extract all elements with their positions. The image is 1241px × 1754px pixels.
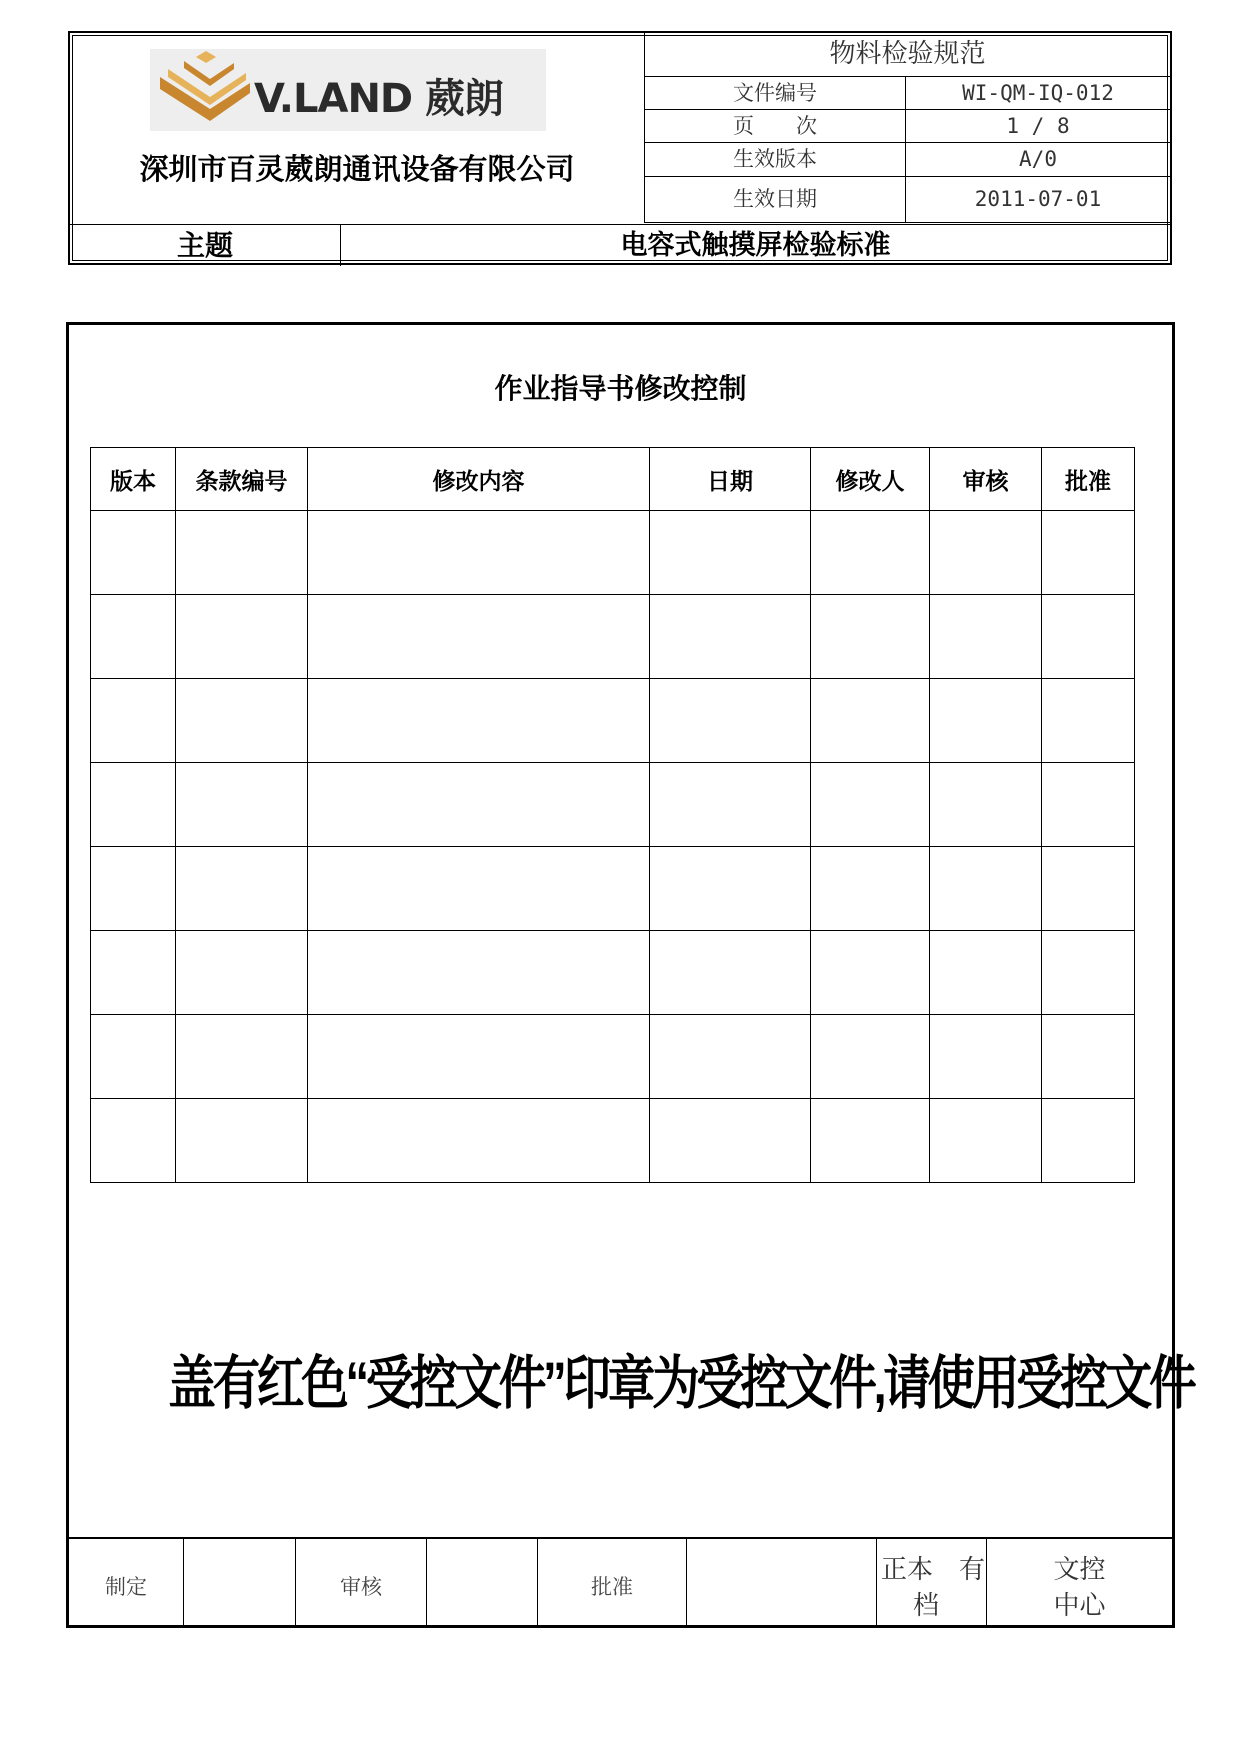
table-cell[interactable] xyxy=(811,679,930,763)
original-on-file-text: 正本 有 xyxy=(881,1555,986,1585)
subject-label: 主题 xyxy=(70,225,341,266)
original-on-file-text-2: 档 xyxy=(913,1591,940,1621)
table-cell[interactable] xyxy=(811,931,930,1015)
table-cell[interactable] xyxy=(930,511,1042,595)
table-cell[interactable] xyxy=(650,1015,811,1099)
document-meta xyxy=(645,33,1170,223)
meta-value: A/0 xyxy=(1019,147,1057,171)
table-cell[interactable] xyxy=(1042,595,1135,679)
table-cell[interactable] xyxy=(308,763,650,847)
table-cell[interactable] xyxy=(930,931,1042,1015)
column-header: 修改内容 xyxy=(308,448,650,511)
table-cell[interactable] xyxy=(308,847,650,931)
company-name: 深圳市百灵葳朗通讯设备有限公司 xyxy=(139,152,575,186)
table-cell[interactable] xyxy=(930,679,1042,763)
meta-label: 文件编号 xyxy=(645,77,906,109)
table-cell[interactable] xyxy=(650,1099,811,1183)
meta-label: 页 次 xyxy=(645,110,906,142)
meta-label: 生效日期 xyxy=(645,177,906,222)
table-cell[interactable] xyxy=(91,1099,176,1183)
table-cell[interactable] xyxy=(811,511,930,595)
table-row xyxy=(91,763,1135,847)
table-cell[interactable] xyxy=(811,1015,930,1099)
table-cell[interactable] xyxy=(1042,511,1135,595)
table-cell[interactable] xyxy=(650,763,811,847)
form-title: 作业指导书修改控制 xyxy=(494,372,747,405)
table-cell[interactable] xyxy=(176,847,308,931)
meta-row-page xyxy=(645,110,1170,143)
table-cell[interactable] xyxy=(1042,847,1135,931)
controlled-document-notice: 盖有红色“受控文件”印章为受控文件,请使用受控文件 xyxy=(168,1351,1194,1416)
document-header xyxy=(68,31,1172,265)
column-header: 条款编号 xyxy=(176,448,308,511)
table-cell[interactable] xyxy=(1042,679,1135,763)
approved-label: 批准 xyxy=(591,1575,633,1599)
document-control-text: 文控 xyxy=(1053,1555,1106,1585)
table-row xyxy=(91,679,1135,763)
table-cell[interactable] xyxy=(176,763,308,847)
table-cell[interactable] xyxy=(930,595,1042,679)
subject-row xyxy=(70,224,1170,266)
vland-emblem-icon xyxy=(150,49,260,131)
table-cell[interactable] xyxy=(308,1015,650,1099)
table-cell[interactable] xyxy=(811,847,930,931)
table-cell[interactable] xyxy=(176,679,308,763)
table-row xyxy=(91,595,1135,679)
table-cell[interactable] xyxy=(1042,931,1135,1015)
column-header: 日期 xyxy=(650,448,811,511)
table-cell[interactable] xyxy=(91,679,176,763)
table-cell[interactable] xyxy=(91,931,176,1015)
table-cell[interactable] xyxy=(930,1015,1042,1099)
table-cell[interactable] xyxy=(811,763,930,847)
table-cell[interactable] xyxy=(91,595,176,679)
meta-row-version xyxy=(645,143,1170,177)
table-row xyxy=(91,931,1135,1015)
original-on-file-cell xyxy=(877,1539,987,1627)
column-header: 版本 xyxy=(91,448,176,511)
logo-wordmark: V.LAND 葳朗 xyxy=(254,76,504,122)
meta-row-effective-date xyxy=(645,177,1170,223)
table-cell[interactable] xyxy=(308,595,650,679)
reviewed-label-cell xyxy=(296,1539,427,1627)
table-cell[interactable] xyxy=(308,679,650,763)
table-cell[interactable] xyxy=(1042,763,1135,847)
table-cell[interactable] xyxy=(650,511,811,595)
revision-control-form xyxy=(66,322,1194,1628)
table-cell[interactable] xyxy=(176,931,308,1015)
meta-value: 1 / 8 xyxy=(1006,114,1070,138)
approved-label-cell xyxy=(538,1539,687,1627)
table-row xyxy=(91,847,1135,931)
table-header-row xyxy=(91,448,1135,511)
table-cell[interactable] xyxy=(650,595,811,679)
table-cell[interactable] xyxy=(176,595,308,679)
table-row xyxy=(91,511,1135,595)
table-cell[interactable] xyxy=(91,847,176,931)
table-cell[interactable] xyxy=(650,679,811,763)
column-header: 批准 xyxy=(1042,448,1135,511)
signoff-footer xyxy=(69,1537,1172,1627)
table-cell[interactable] xyxy=(930,763,1042,847)
meta-row-doc-number xyxy=(645,77,1170,110)
document-type: 物料检验规范 xyxy=(645,33,1170,77)
table-cell[interactable] xyxy=(650,931,811,1015)
prepared-label: 制定 xyxy=(105,1575,147,1599)
meta-value: WI-QM-IQ-012 xyxy=(962,81,1114,105)
table-cell[interactable] xyxy=(650,847,811,931)
table-cell[interactable] xyxy=(1042,1015,1135,1099)
reviewed-signature-field[interactable] xyxy=(427,1539,538,1627)
table-cell[interactable] xyxy=(308,511,650,595)
table-cell[interactable] xyxy=(930,847,1042,931)
company-logo xyxy=(150,49,546,131)
table-cell[interactable] xyxy=(1042,1099,1135,1183)
table-cell[interactable] xyxy=(91,1015,176,1099)
table-cell[interactable] xyxy=(176,511,308,595)
meta-label: 生效版本 xyxy=(645,143,906,176)
meta-value: 2011-07-01 xyxy=(974,187,1102,211)
company-block xyxy=(70,33,645,223)
prepared-label-cell xyxy=(69,1539,184,1627)
revision-table xyxy=(90,447,1135,1183)
table-cell[interactable] xyxy=(176,1099,308,1183)
revision-table-body xyxy=(91,511,1135,1183)
table-row xyxy=(91,1015,1135,1099)
table-cell[interactable] xyxy=(308,1099,650,1183)
subject-title: 电容式触摸屏检验标准 xyxy=(620,230,891,261)
table-cell[interactable] xyxy=(930,1099,1042,1183)
reviewed-label: 审核 xyxy=(340,1575,382,1599)
table-cell[interactable] xyxy=(91,511,176,595)
table-row xyxy=(91,1099,1135,1183)
column-header: 审核 xyxy=(930,448,1042,511)
table-cell[interactable] xyxy=(91,763,176,847)
approved-signature-field[interactable] xyxy=(687,1539,877,1627)
table-cell[interactable] xyxy=(811,595,930,679)
table-cell[interactable] xyxy=(176,1015,308,1099)
column-header: 修改人 xyxy=(811,448,930,511)
document-control-cell xyxy=(987,1539,1172,1627)
table-cell[interactable] xyxy=(308,931,650,1015)
document-control-text-2: 中心 xyxy=(1053,1591,1106,1621)
table-cell[interactable] xyxy=(811,1099,930,1183)
prepared-signature-field[interactable] xyxy=(184,1539,296,1627)
